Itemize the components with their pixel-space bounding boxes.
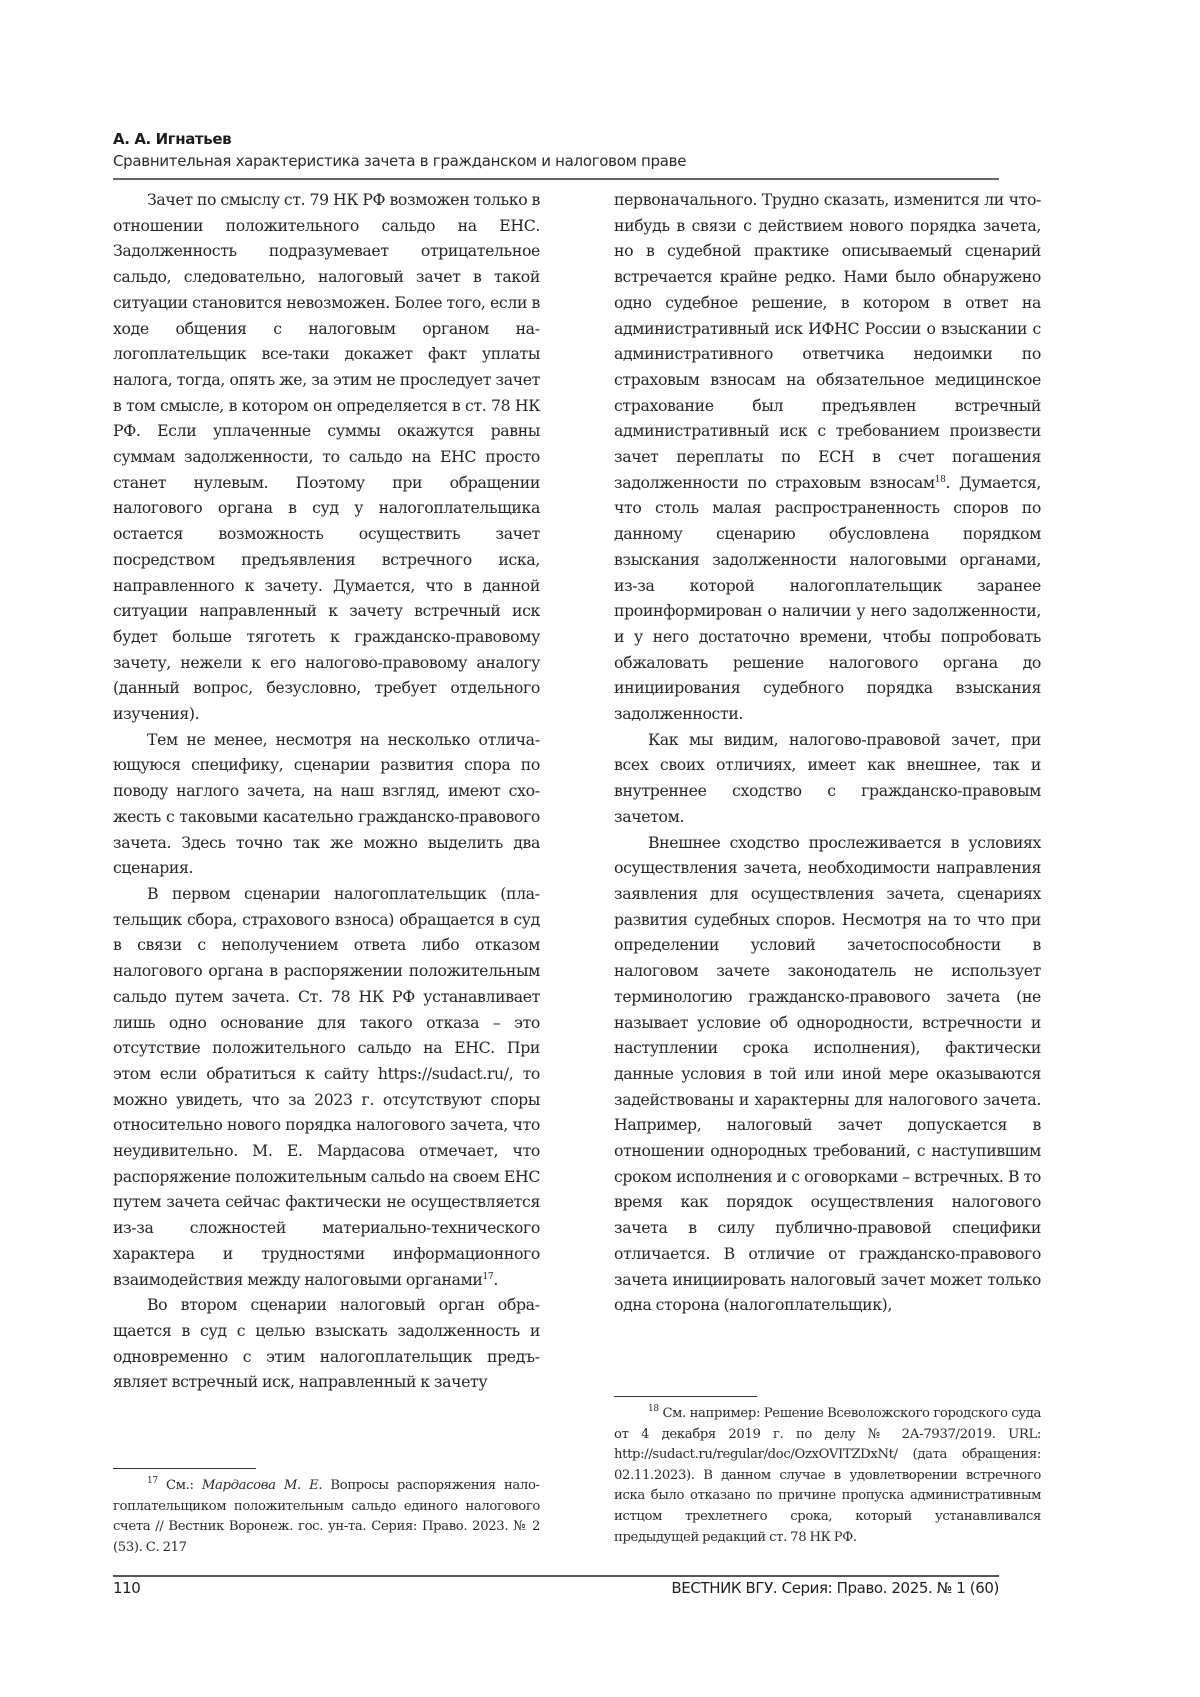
journal-name: ВЕСТНИК ВГУ. Серия: Право. 2025. № 1 (60) <box>671 1579 999 1597</box>
footnote-prefix: См.: <box>166 1478 202 1493</box>
paragraph-end: . <box>493 1269 498 1289</box>
page-number: 110 <box>113 1579 141 1597</box>
footnote-number: 17 <box>147 1476 158 1486</box>
article-title: Сравнительная характеристика зачета в гражданском и налоговом праве <box>113 152 687 170</box>
footnote-divider <box>113 1468 256 1469</box>
footnote-divider <box>614 1396 757 1397</box>
footnote-17 <box>113 1476 540 1558</box>
body-paragraph <box>113 881 540 1292</box>
running-footer <box>113 1579 999 1597</box>
left-column <box>113 187 540 1395</box>
body-paragraph: Зачет по смыслу ст. 79 НК РФ возможен только в отношении положительного сальдо на ЕНС. Задолженность подразумевает отрицательное сальдо, следовательно, налоговый зачет в такой ситуации становится невозможен. Более того, если в ходе общения с налоговым органом налогоплательщик все-таки докажет факт уплаты налога, тогда, опять же, за этим не проследует зачет в том смысле, в котором он определяется в ст. 78 НК РФ. Если уплаченные суммы окажутся равны суммам задолженности, то сальдо на ЕНС просто станет нулевым. Поэтому при обращении налогового органа в суд у налогоплательщика остается возможность осуществить зачет посредством предъявления встречного иска, направленного к зачету. Думается, что в данной ситуации направленный к зачету встречный иск будет больше тяготеть к гражданско-правовому зачету, нежели к его налогово-правовому аналогу (данный вопрос, безусловно, требует отдельного изучения). <box>113 190 540 724</box>
paragraph-text: первоначального. Трудно сказать, изменится ли что-нибудь в связи с действием нового порядка зачета, но в судебной практике описываемый сценарий встречается крайне редко. Нами было обнаружено одно судебное решение, в котором в ответ на административный иск ИФНС России о взыскании с административного ответчика недоимки по страховым взносам на обязательное медицинское страхование был предъявлен встречный административный иск с требованием произвести зачет переплаты по ЕСН в счет погашения задолженности по страховым взносам <box>614 190 1041 492</box>
footer-divider <box>113 1575 999 1577</box>
right-column <box>614 187 1041 1318</box>
footnote-text <box>113 1476 540 1558</box>
body-paragraph: Внешнее сходство прослеживается в условиях осуществления зачета, необходимости направления заявления для осуществления зачета, сценариях развития судебных споров. Несмотря на то что при определении условий зачетоспособности в налоговом зачете законодатель не использует терминологию гражданско-правового зачета (не называет условие об однородности, встречности и наступлении срока исполнения), фактически данные условия в той или иной мере оказываются задействованы и характерны для налогового зачета. Например, налоговый зачет допускается в отношении однородных требований, с наступившим сроком исполнения и с оговорками – встречных. В то время как порядок осуществления налогового зачета в силу публично-правовой специфики отличается. В отличие от гражданско-правового зачета инициировать налоговый зачет может только одна сторона (налогоплательщик), <box>614 832 1041 1315</box>
author-name: А. А. Игнатьев <box>113 130 232 148</box>
footnote-18 <box>614 1404 1041 1548</box>
header-divider <box>113 178 999 180</box>
running-header <box>113 128 999 172</box>
footnote-text <box>614 1404 1041 1548</box>
body-paragraph: Во втором сценарии налоговый орган обращается в суд с целью взыскать задолженность и одновременно с этим налогоплательщик предъявляет встречный иск, направленный к зачету <box>113 1295 540 1392</box>
body-paragraph <box>614 187 1041 727</box>
footnote-body: См. например: Решение Всеволожского городского суда от 4 декабря 2019 г. по делу № 2А-7937/2019. URL: http://sudact.ru/regular/doc/OzxOVITZDxNt/ (дата обращения: 02.11.2023). В данном случае в удовлетворении встречного иска было отказано по причине пропуска административным истцом трехлетнего срока, который устанавливался предыдущей редакций ст. 78 НК РФ. <box>614 1406 1041 1545</box>
body-paragraph: Тем не менее, несмотря на несколько отличающуюся специфику, сценарии развития спора по поводу наглого зачета, на наш взгляд, имеют схожесть с таковыми касательно гражданско-правового зачета. Здесь точно так же можно выделить два сценария. <box>113 729 540 878</box>
paragraph-text-tail: . Думается, что столь малая распространенность споров по данному сценарию обусловлена порядком взыскания задолженности налоговыми органами, из-за которой налогоплательщик заранее проинформирован о наличии у него задолженности, и у него достаточно времени, чтобы попробовать обжаловать решение налогового органа до инициирования судебного порядка взыскания задолженности. <box>614 472 1042 724</box>
body-paragraph: Как мы видим, налогово-правовой зачет, при всех своих отличиях, имеет как внешнее, так и внутреннее сходство с гражданско-правовым зачетом. <box>614 729 1041 826</box>
footnote-ref-17[interactable]: 17 <box>482 1271 494 1282</box>
paragraph-text: В первом сценарии налогоплательщик (плательщик сбора, страхового взноса) обращается в суд в связи с неполучением ответа либо отказом налогового органа в распоряжении положительным сальдо путем зачета. Ст. 78 НК РФ устанавливает лишь одно основание для такого отказа – это отсутствие положительного сальдо на ЕНС. При этом если обратиться к сайту https://sudact.ru/, то можно увидеть, что за 2023 г. отсутствуют споры относительно нового порядка налогового зачета, что неудивительно. М. Е. Мардасова отмечает, что распоряжение положительным сальdo на своем ЕНС путем зачета сейчас фактически не осуществляется из-за сложностей материально-технического характера и трудностями информационного взаимодействия между налоговыми органами <box>113 883 540 1289</box>
footnote-ref-18[interactable]: 18 <box>934 474 946 485</box>
cited-author: Мардасова М. Е. <box>201 1478 323 1493</box>
footnote-number: 18 <box>648 1404 659 1414</box>
footnote-body: Вопросы распоряжения налогоплательщиком положительным сальдо единого налогового счета // Вестник Воронеж. гос. ун-та. Серия: Право. 2023. № 2 (53). С. 217 <box>113 1478 540 1555</box>
